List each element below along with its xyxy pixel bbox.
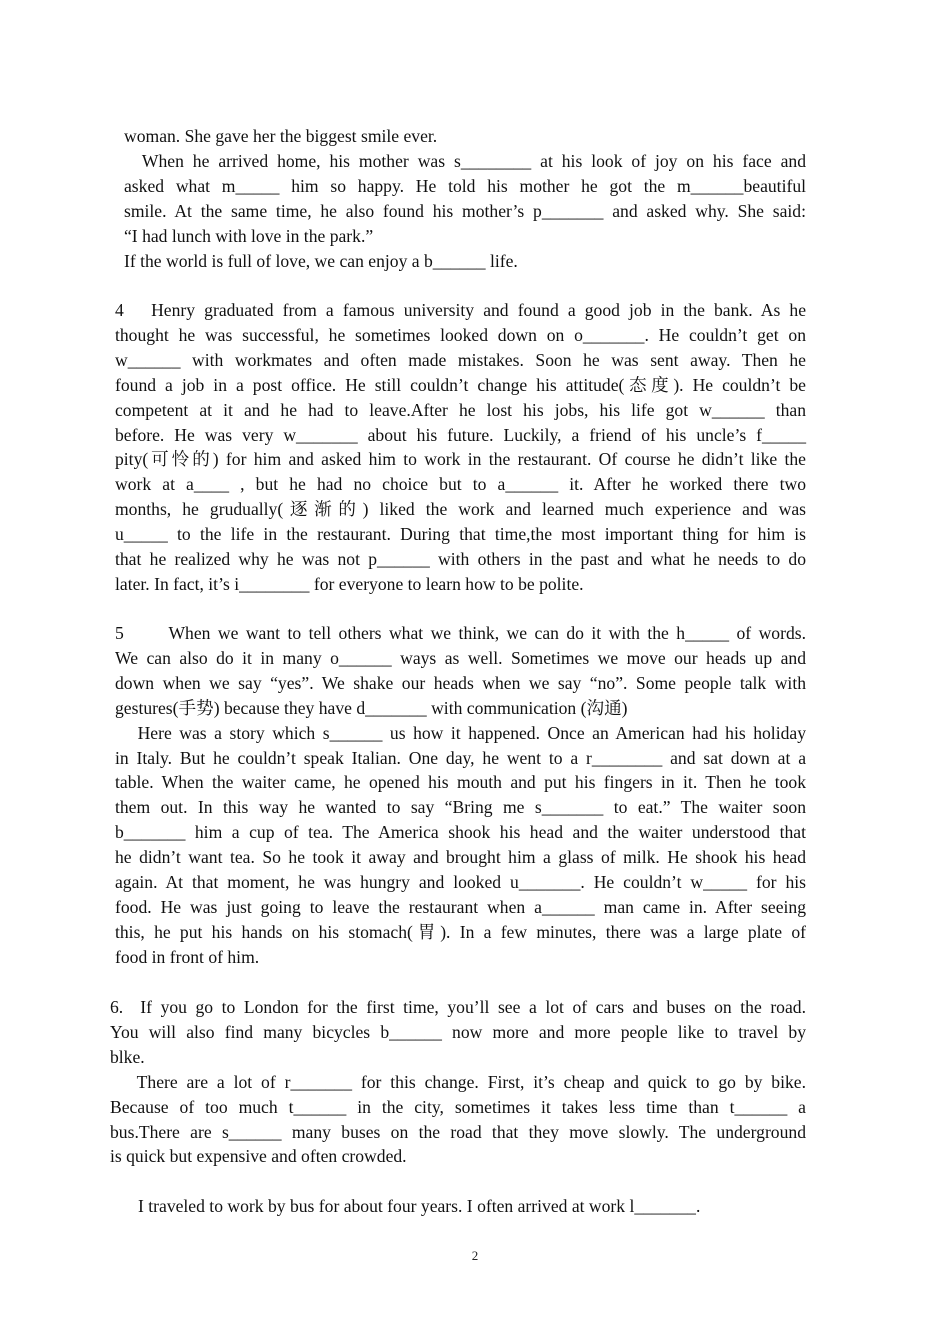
- text-line: competent at it and he had to leave.After he lost his jobs, his life got w______ than: [115, 399, 806, 420]
- text-line: 6. If you go to London for the first time, you’ll see a lot of cars and buses on the road.: [110, 997, 806, 1017]
- passage-4: [115, 298, 806, 597]
- passage-3-ending: [124, 124, 806, 273]
- text-line: work at a____ , but he had no choice but to a______ it. After he worked there two: [115, 474, 806, 495]
- text-line: I traveled to work by bus for about four years. I often arrived at work l_______.: [138, 1196, 701, 1216]
- text-line: “I had lunch with love in the park.”: [124, 225, 374, 246]
- text-line: We can also do it in many o______ ways as well. Sometimes we move our heads up and: [115, 647, 806, 668]
- text-line: before. He was very w_______ about his future. Luckily, a friend of his uncle’s f_____: [115, 424, 806, 445]
- text-line: food. He was just going to leave the restaurant when a______ man came in. After seeing: [115, 896, 806, 917]
- text-line: w______ with workmates and often made mistakes. Soon he was sent away. Then he: [115, 349, 806, 370]
- text-line: 5 When we want to tell others what we think, we can do it with the h_____ of words.: [115, 623, 806, 643]
- text-line: gestures(手势) because they have d_______ with communication (沟通): [115, 697, 628, 718]
- text-line: 4 Henry graduated from a famous university and found a good job in the bank. As he: [115, 300, 806, 320]
- text-line: pity(可怜的) for him and asked him to work in the restaurant. Of course he didn’t like the: [115, 449, 806, 470]
- text-line: asked what m_____ him so happy. He told his mother he got the m______beautiful: [124, 175, 806, 196]
- text-line: found a job in a post office. He still couldn’t change his attitude(态度). He couldn’t be: [115, 374, 806, 395]
- text-line: down when we say “yes”. We shake our heads when we say “no”. Some people talk with: [115, 672, 806, 693]
- text-line: table. When the waiter came, he opened his mouth and put his fingers in it. Then he took: [115, 772, 806, 793]
- text-line: When he arrived home, his mother was s________ at his look of joy on his face and: [124, 150, 806, 171]
- passage-6: [110, 995, 806, 1169]
- text-line: blke.: [110, 1046, 145, 1067]
- text-line: later. In fact, it’s i________ for everyone to learn how to be polite.: [115, 573, 584, 594]
- text-line: food in front of him.: [115, 946, 260, 967]
- text-line: this, he put his hands on his stomach(胃). In a few minutes, there was a large plate of: [115, 921, 806, 942]
- text-line: Because of too much t______ in the city, sometimes it takes less time than t______ a: [110, 1096, 806, 1117]
- text-line: woman. She gave her the biggest smile ever.: [124, 126, 438, 146]
- text-line: is quick but expensive and often crowded.: [110, 1146, 407, 1167]
- text-line: that he realized why he was not p______ with others in the past and what he needs to do: [115, 549, 806, 570]
- text-line: months, he grudually(逐渐的) liked the work and learned much experience and was: [115, 499, 806, 520]
- text-line: smile. At the same time, he also found his mother’s p_______ and asked why. She said:: [124, 200, 806, 221]
- text-line: b_______ him a cup of tea. The America shook his head and the waiter understood that: [115, 822, 806, 843]
- text-line: thought he was successful, he sometimes looked down on o_______. He couldn’t get on: [115, 324, 806, 345]
- page-number: 2: [471, 1248, 479, 1263]
- text-line: in Italy. But he couldn’t speak Italian. One day, he went to a r________ and sat down at a: [115, 747, 806, 768]
- text-line: Here was a story which s______ us how it happened. Once an American had his holiday: [115, 722, 806, 743]
- text-line: he didn’t want tea. So he took it away and brought him a glass of milk. He shook his head: [115, 847, 806, 868]
- passage-5: [115, 621, 806, 970]
- passage-6-continuation: [138, 1194, 806, 1219]
- text-line: again. At that moment, he was hungry and looked u_______. He couldn’t w_____ for his: [115, 872, 806, 893]
- text-line: bus.There are s______ many buses on the road that they move slowly. The underground: [110, 1121, 806, 1142]
- text-line: u_____ to the life in the restaurant. During that time,the most important thing for him is: [115, 524, 806, 545]
- text-line: You will also find many bicycles b______ now more and more people like to travel by: [110, 1021, 806, 1042]
- text-line: There are a lot of r_______ for this change. First, it’s cheap and quick to go by bike.: [110, 1071, 806, 1092]
- text-line: If the world is full of love, we can enjoy a b______ life.: [124, 250, 518, 271]
- text-line: them out. In this way he wanted to say “Bring me s_______ to eat.” The waiter soon: [115, 797, 806, 818]
